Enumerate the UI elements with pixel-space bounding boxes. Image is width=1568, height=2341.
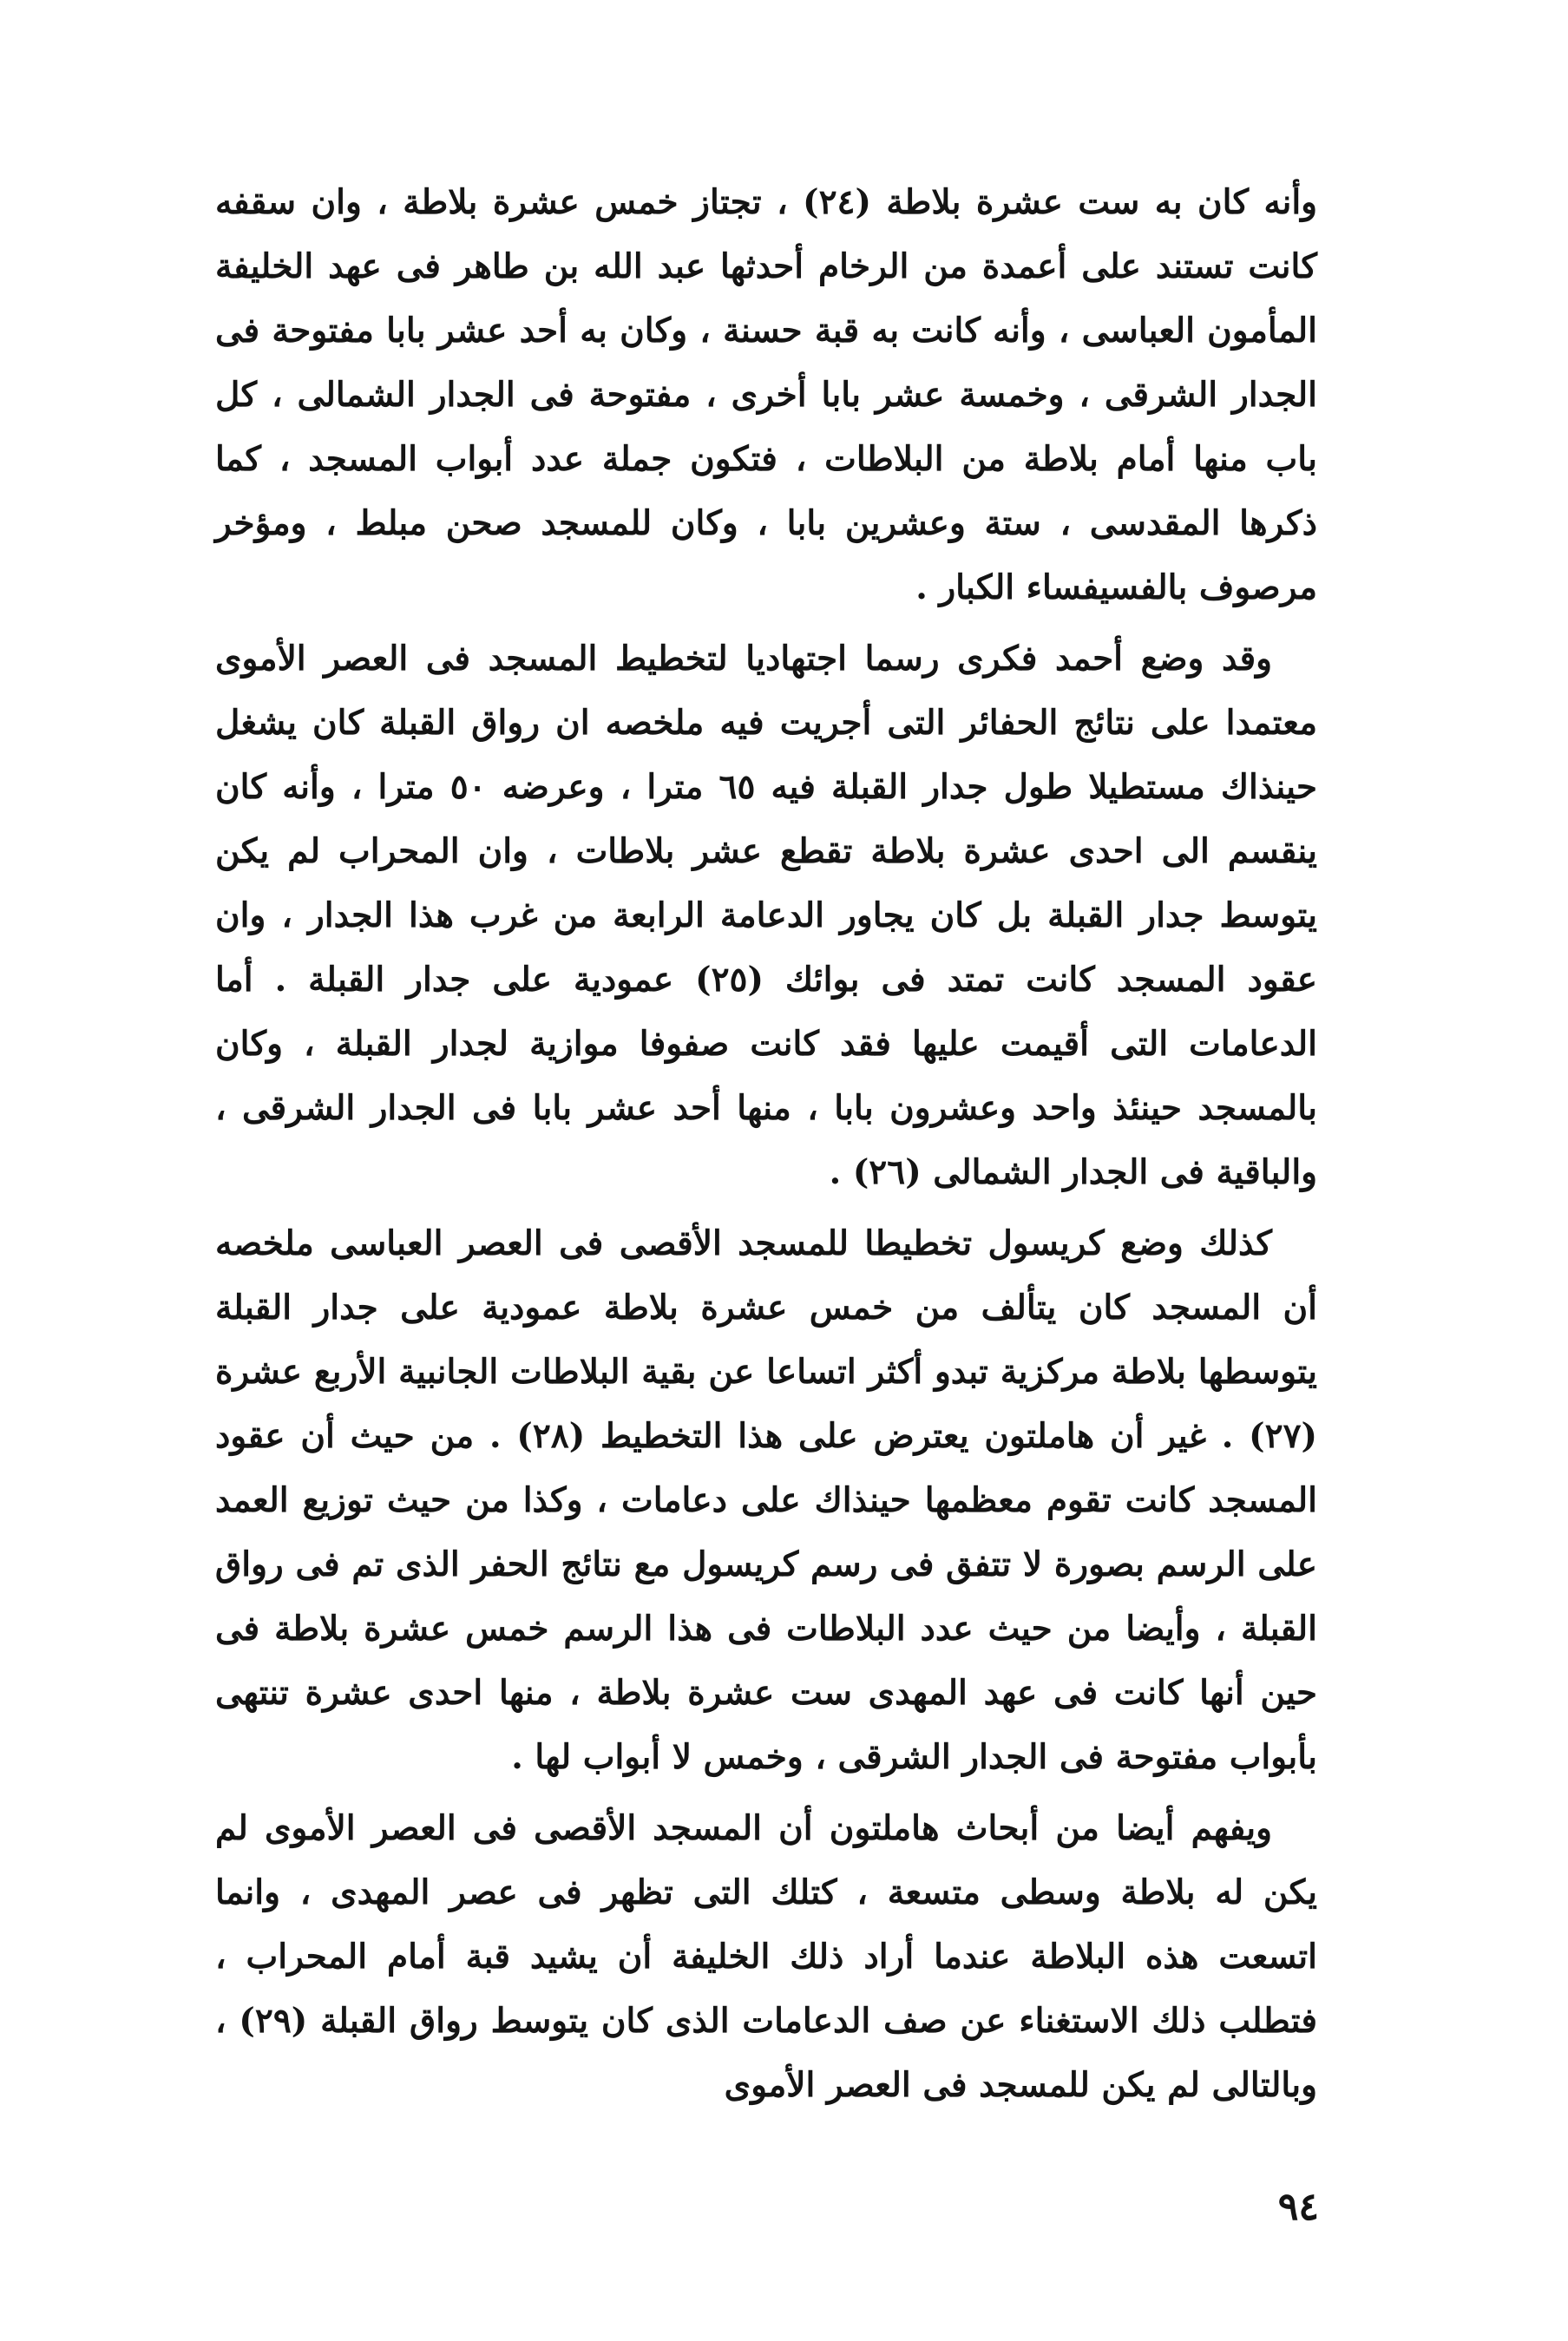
paragraph-1: وأنه كان به ست عشرة بلاطة (٢٤) ، تجتاز خمس عشرة بلاطة ، وان سقفه كانت تستند على أعمدة من الرخام أحدثها عبد الله بن طاهر فى عهد الخليفة المأمون العباسى ، وأنه كانت به قبة حسنة ، وكان به أحد عشر بابا مفتوحة فى الجدار الشرقى ، وخمسة عشر بابا أخرى ، مفتوحة فى الجدار الشمالى ، كل باب منها أمام بلاطة من البلاطات ، فتكون جملة عدد أبواب المسجد ، كما ذكرها المقدسى ، ستة وعشرين بابا ، وكان للمسجد صحن مبلط ، ومؤخر مرصوف بالفسيفساء الكبار . xyxy=(215,182,1317,607)
paragraph-2: وقد وضع أحمد فكرى رسما اجتهاديا لتخطيط المسجد فى العصر الأموى معتمدا على نتائج الحفائر التى أجريت فيه ملخصه ان رواق القبلة كان يشغل حينذاك مستطيلا طول جدار القبلة فيه ٦٥ مترا ، وعرضه ٥٠ مترا ، وأنه كان ينقسم الى احدى عشرة بلاطة تقطع عشر بلاطات ، وان المحراب لم يكن يتوسط جدار القبلة بل كان يجاور الدعامة الرابعة من غرب هذا الجدار ، وان عقود المسجد كانت تمتد فى بوائك (٢٥) عمودية على جدار القبلة . أما الدعامات التى أقيمت عليها فقد كانت صفوفا موازية لجدار القبلة ، وكان بالمسجد حينئذ واحد وعشرون بابا ، منها أحد عشر بابا فى الجدار الشرقى ، والباقية فى الجدار الشمالى (٢٦) . xyxy=(215,639,1318,1192)
paragraph-4: ويفهم أيضا من أبحاث هاملتون أن المسجد الأقصى فى العصر الأموى لم يكن له بلاطة وسطى متسعة ، كتلك التى تظهر فى عصر المهدى ، وانما اتسعت هذه البلاطة عندما أراد ذلك الخليفة أن يشيد قبة أمام المحراب ، فتطلب ذلك الاستغناء عن صف الدعامات الذى كان يتوسط رواق القبلة (٢٩) ، وبالتالى لم يكن للمسجد فى العصر الأموى xyxy=(215,1808,1317,2105)
page-number: ٩٤ xyxy=(1277,2185,1319,2229)
body-text xyxy=(215,170,1317,2124)
paragraph-3: كذلك وضع كريسول تخطيطا للمسجد الأقصى فى العصر العباسى ملخصه أن المسجد كان يتألف من خمس عشرة بلاطة عمودية على جدار القبلة يتوسطها بلاطة مركزية تبدو أكثر اتساعا عن بقية البلاطات الجانبية الأربع عشرة (٢٧) . غير أن هاملتون يعترض على هذا التخطيط (٢٨) . من حيث أن عقود المسجد كانت تقوم معظمها حينذاك على دعامات ، وكذا من حيث توزيع العمد على الرسم بصورة لا تتفق فى رسم كريسول مع نتائج الحفر الذى تم فى رواق القبلة ، وأيضا من حيث عدد البلاطات فى هذا الرسم خمس عشرة بلاطة فى حين أنها كانت فى عهد المهدى ست عشرة بلاطة ، منها احدى عشرة تنتهى بأبواب مفتوحة فى الجدار الشرقى ، وخمس لا أبواب لها . xyxy=(215,1223,1317,1777)
